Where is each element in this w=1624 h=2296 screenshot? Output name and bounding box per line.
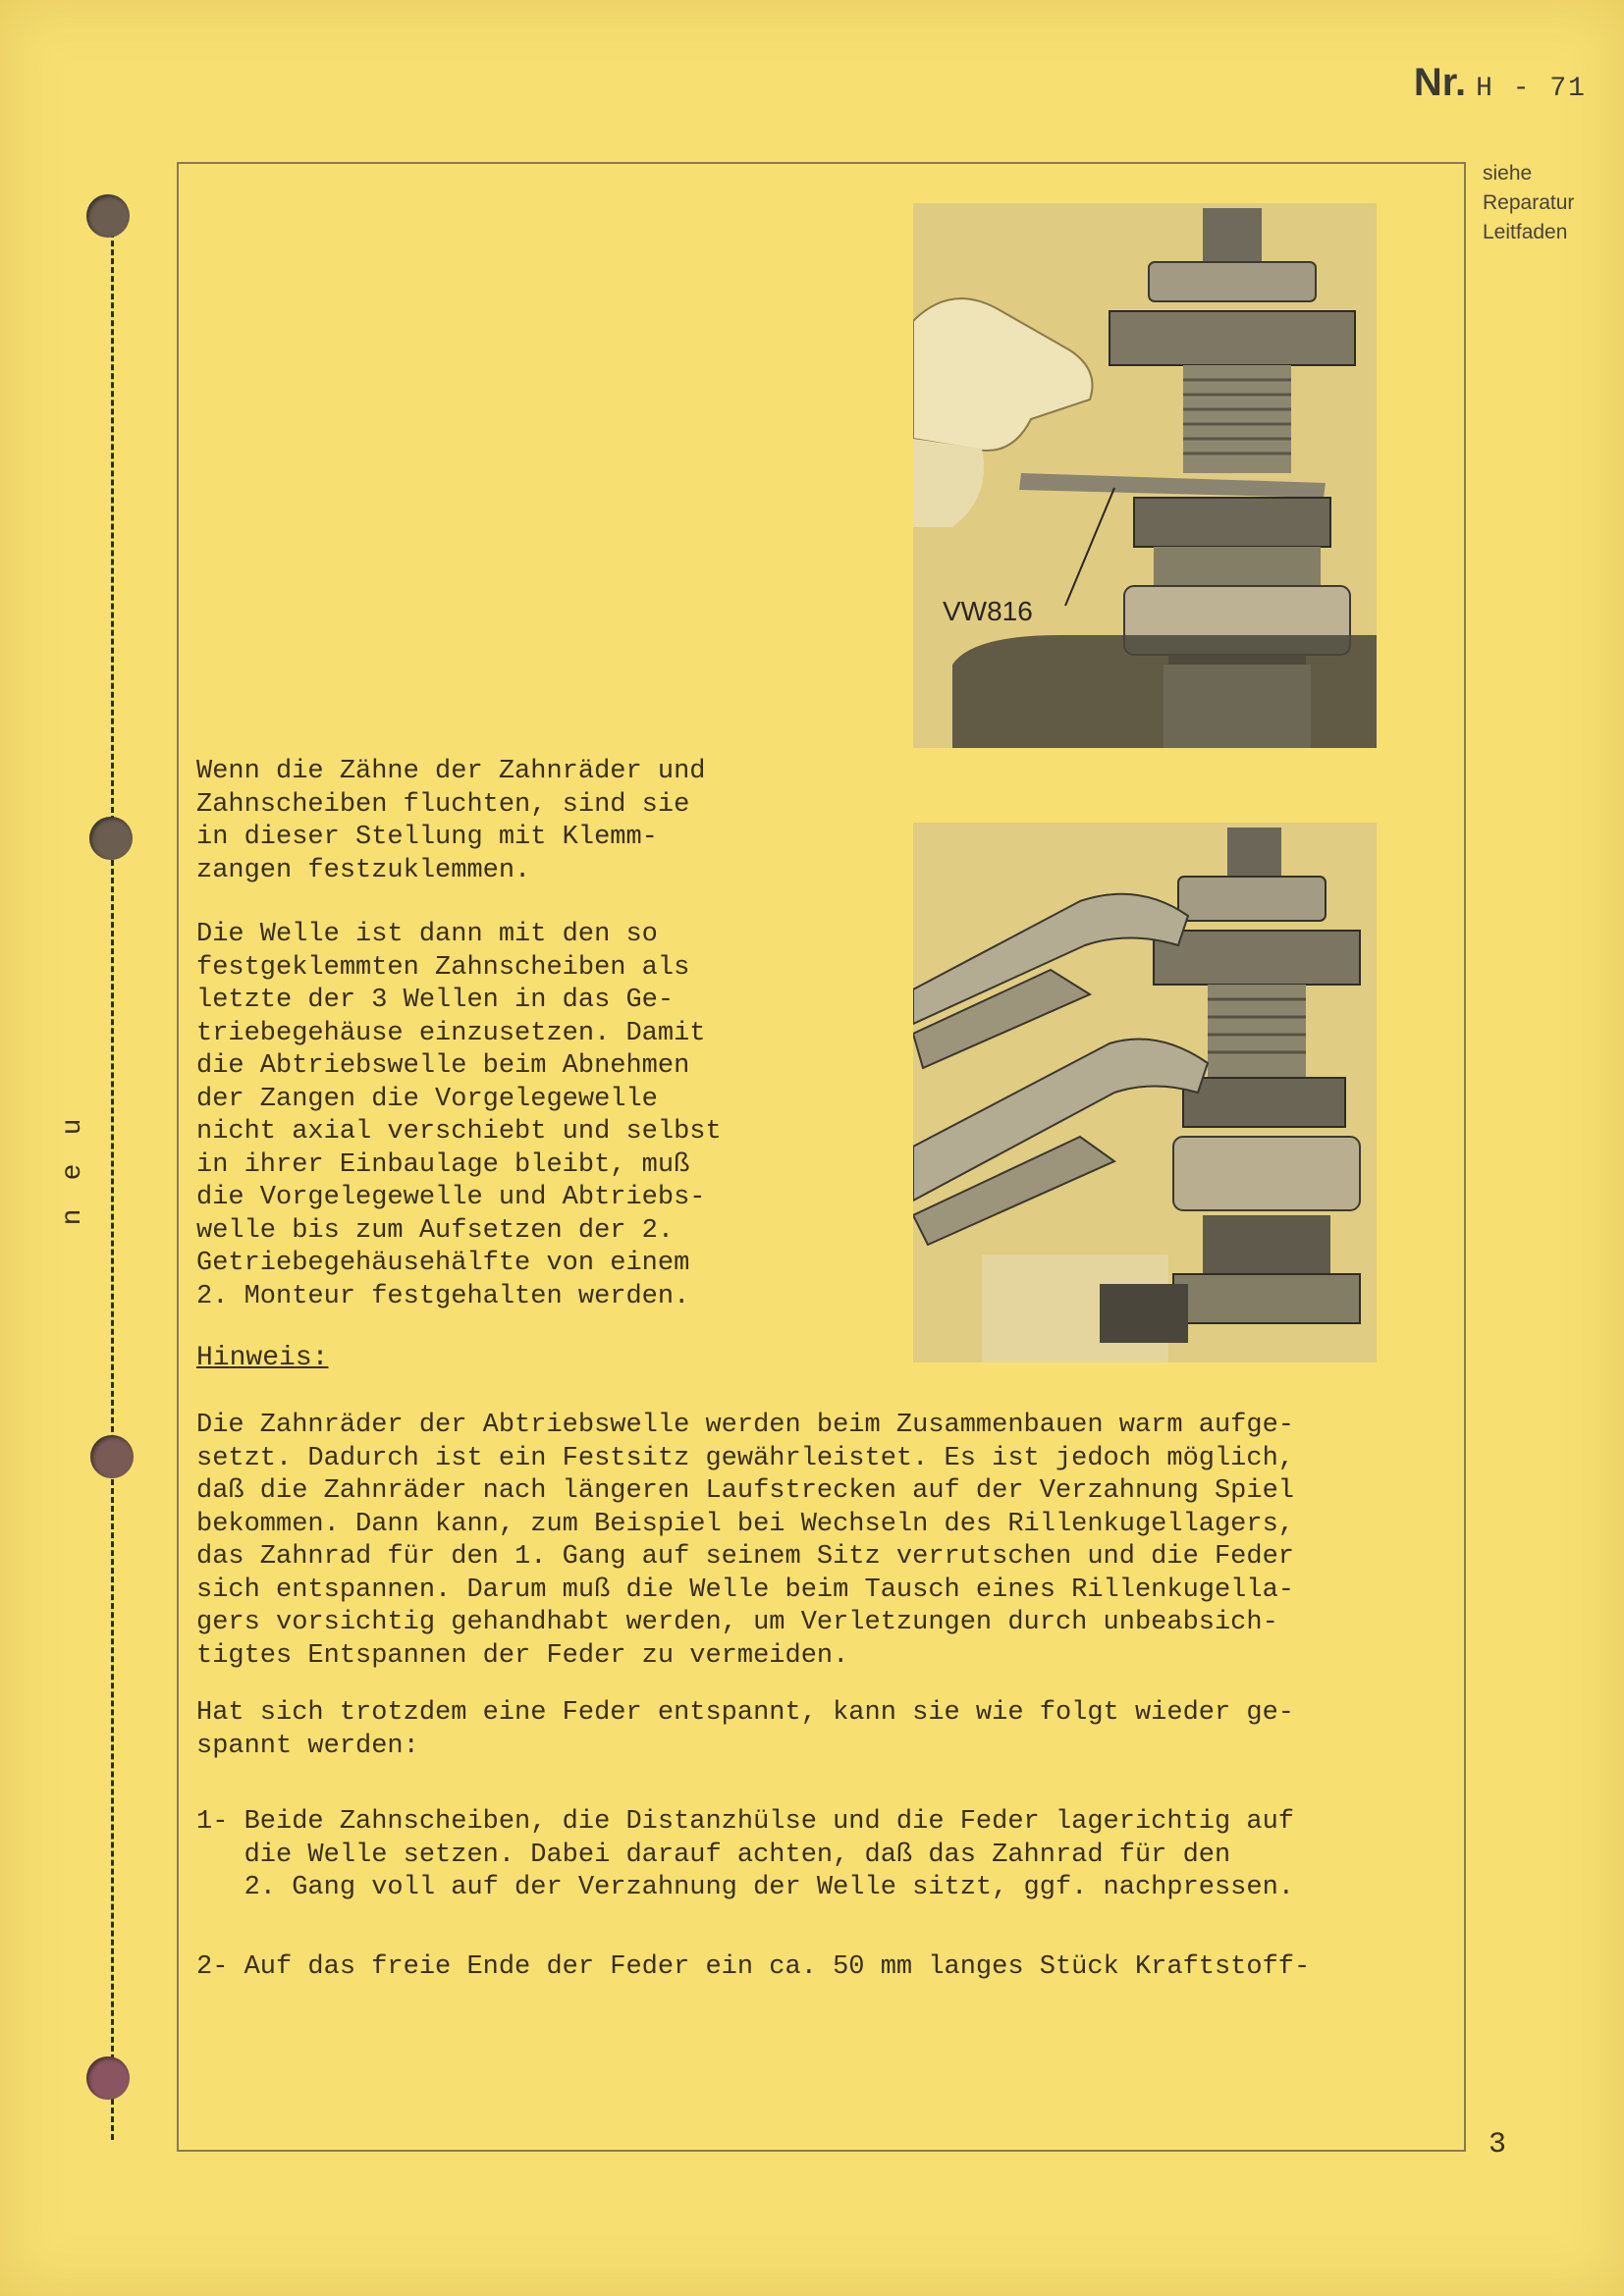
paragraph-shaft-installation: Die Welle ist dann mit den so festgeklemmten Zahnscheiben als letzte der 3 Wellen in das Ge- triebegehäuse einzusetzen. Damit die Abtriebswelle beim Abnehmen der Zangen die Vorgelegewelle nicht axial verschiebt und selbst in ihrer Einbaulage bleibt, muß die Vorgelegewelle und Abtriebs- welle bis zum Aufsetzen der 2. Getriebegehäusehälfte von einem 2. Monteur festgehalten werden. <box>196 920 722 1311</box>
binder-hole <box>89 817 133 860</box>
margin-letter: n <box>58 1208 88 1226</box>
document-number-value: H - 71 <box>1476 74 1587 104</box>
binder-hole <box>86 2056 130 2100</box>
margin-letter: u <box>58 1118 88 1136</box>
page-number: 3 <box>1489 2128 1507 2162</box>
margin-label-neu <box>58 1104 100 1240</box>
photo-gauge-measurement <box>913 203 1377 748</box>
side-note-line: Reparatur <box>1483 191 1575 214</box>
document-number-label: Nr. <box>1413 61 1467 104</box>
hinweis-heading: Hinweis: <box>196 1343 329 1373</box>
side-note-line: siehe <box>1483 162 1533 185</box>
binder-hole <box>86 194 130 238</box>
binder-dashed-line <box>111 196 114 2140</box>
paragraph-clamping: Wenn die Zähne der Zahnräder und Zahnscheiben fluchten, sind sie in dieser Stellung mit Klemm- zangen festzuklemmen. <box>196 757 706 885</box>
step-1: 1- Beide Zahnscheiben, die Distanzhülse und die Feder lagerichtig auf die Welle setzen. Dabei darauf achten, daß das Zahnrad für den 2. Gang voll auf der Verzahnung der Welle sitzt, ggf. nachpressen. <box>196 1807 1294 1902</box>
paragraph-hinweis: Die Zahnräder der Abtriebswelle werden beim Zusammenbauen warm aufge- setzt. Dadurch ist ein Festsitz gewährleistet. Es ist jedoch möglich, daß die Zahnräder nach längeren Laufstrecken auf der Verzahnung Spiel bekommen. Dann kann, zum Beispiel bei Wechseln des Rillenkugellagers, das Zahnrad für den 1. Gang auf seinem Sitz verrutschen und die Feder sich entspannen. Darum muß die Welle beim Tausch eines Rillenkugella- gers vorsichtig gehandhabt werden, um Verletzungen durch unbeabsich- tigtes Entspannen der Feder zu vermeiden. <box>196 1411 1294 1671</box>
side-note-line: Leitfaden <box>1483 221 1568 243</box>
shaft-pliers-illustration <box>913 823 1377 1362</box>
photo-clamping-pliers <box>913 823 1377 1362</box>
side-note <box>1483 159 1620 247</box>
step-2: 2- Auf das freie Ende der Feder ein ca. 50 mm langes Stück Kraftstoff- <box>196 1952 1311 1982</box>
margin-letter: e <box>58 1163 88 1181</box>
document-number <box>1414 61 1587 107</box>
shaft-gauge-illustration <box>913 203 1377 748</box>
callout-label: VW816 <box>943 596 1033 626</box>
binder-hole <box>90 1435 134 1478</box>
paragraph-spring: Hat sich trotzdem eine Feder entspannt, kann sie wie folgt wieder ge- spannt werden: <box>196 1698 1294 1761</box>
